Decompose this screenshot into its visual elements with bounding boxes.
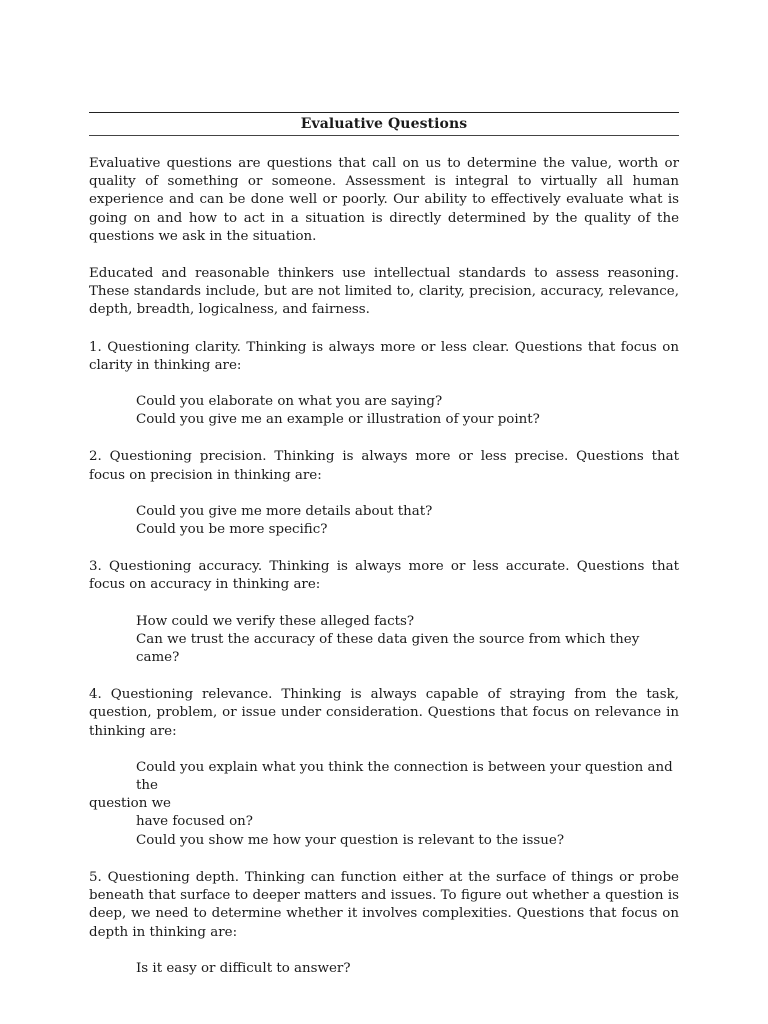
question-item: Could you explain what you think the connection is between your question and the [136,759,673,794]
question-list-clarity [89,393,679,429]
question-list-precision [89,503,679,539]
section-heading-depth: 5. Questioning depth. Thinking can function either at the surface of things or probe beneath that surface to deeper matters and issues. To figure out whether a question is deep, we need to determine whether it involves complexities. Questions that focus on depth in thinking are: [89,869,679,940]
section-heading-clarity: 1. Questioning clarity. Thinking is always more or less clear. Questions that focus on clarity in thinking are: [89,339,679,373]
question-item: Could you give me an example or illustration of your point? [136,412,540,428]
question-item: Is it easy or difficult to answer? [136,960,351,976]
question-list-accuracy [89,613,679,668]
intro-paragraph-1: Evaluative questions are questions that call on us to determine the value, worth or quality of something or someone. Assessment is integral to virtually all human experience and can be done well or poorly. Our ability to effectively evaluate what is going on and how to act in a situation is directly determined by the quality of the questions we ask in the situation. [89,156,679,244]
document-page [89,112,679,978]
section-heading-precision: 2. Questioning precision. Thinking is always more or less precise. Questions that focus on precision in thinking are: [89,449,679,483]
question-item-wrap: question we [89,796,171,812]
question-item: Could you elaborate on what you are saying? [136,394,443,410]
question-item: How could we verify these alleged facts? [136,613,414,629]
section-heading-relevance: 4. Questioning relevance. Thinking is always capable of straying from the task, question, problem, or issue under consideration. Questions that focus on relevance in thinking are: [89,687,679,739]
question-item: Could you show me how your question is relevant to the issue? [136,832,565,848]
question-item: Could you be more specific? [136,522,328,538]
question-item: Can we trust the accuracy of these data given the source from which they came? [136,631,640,666]
question-item: Could you give me more details about that? [136,503,433,519]
question-item: have focused on? [136,814,253,830]
question-list-depth [89,960,679,978]
page-title: Evaluative Questions [89,112,679,136]
question-list-relevance [89,759,679,850]
intro-paragraph-2: Educated and reasonable thinkers use intellectual standards to assess reasoning. These standards include, but are not limited to, clarity, precision, accuracy, relevance, depth, breadth, logicalness, and fairness. [89,266,679,318]
section-heading-accuracy: 3. Questioning accuracy. Thinking is always more or less accurate. Questions that focus on accuracy in thinking are: [89,559,679,593]
